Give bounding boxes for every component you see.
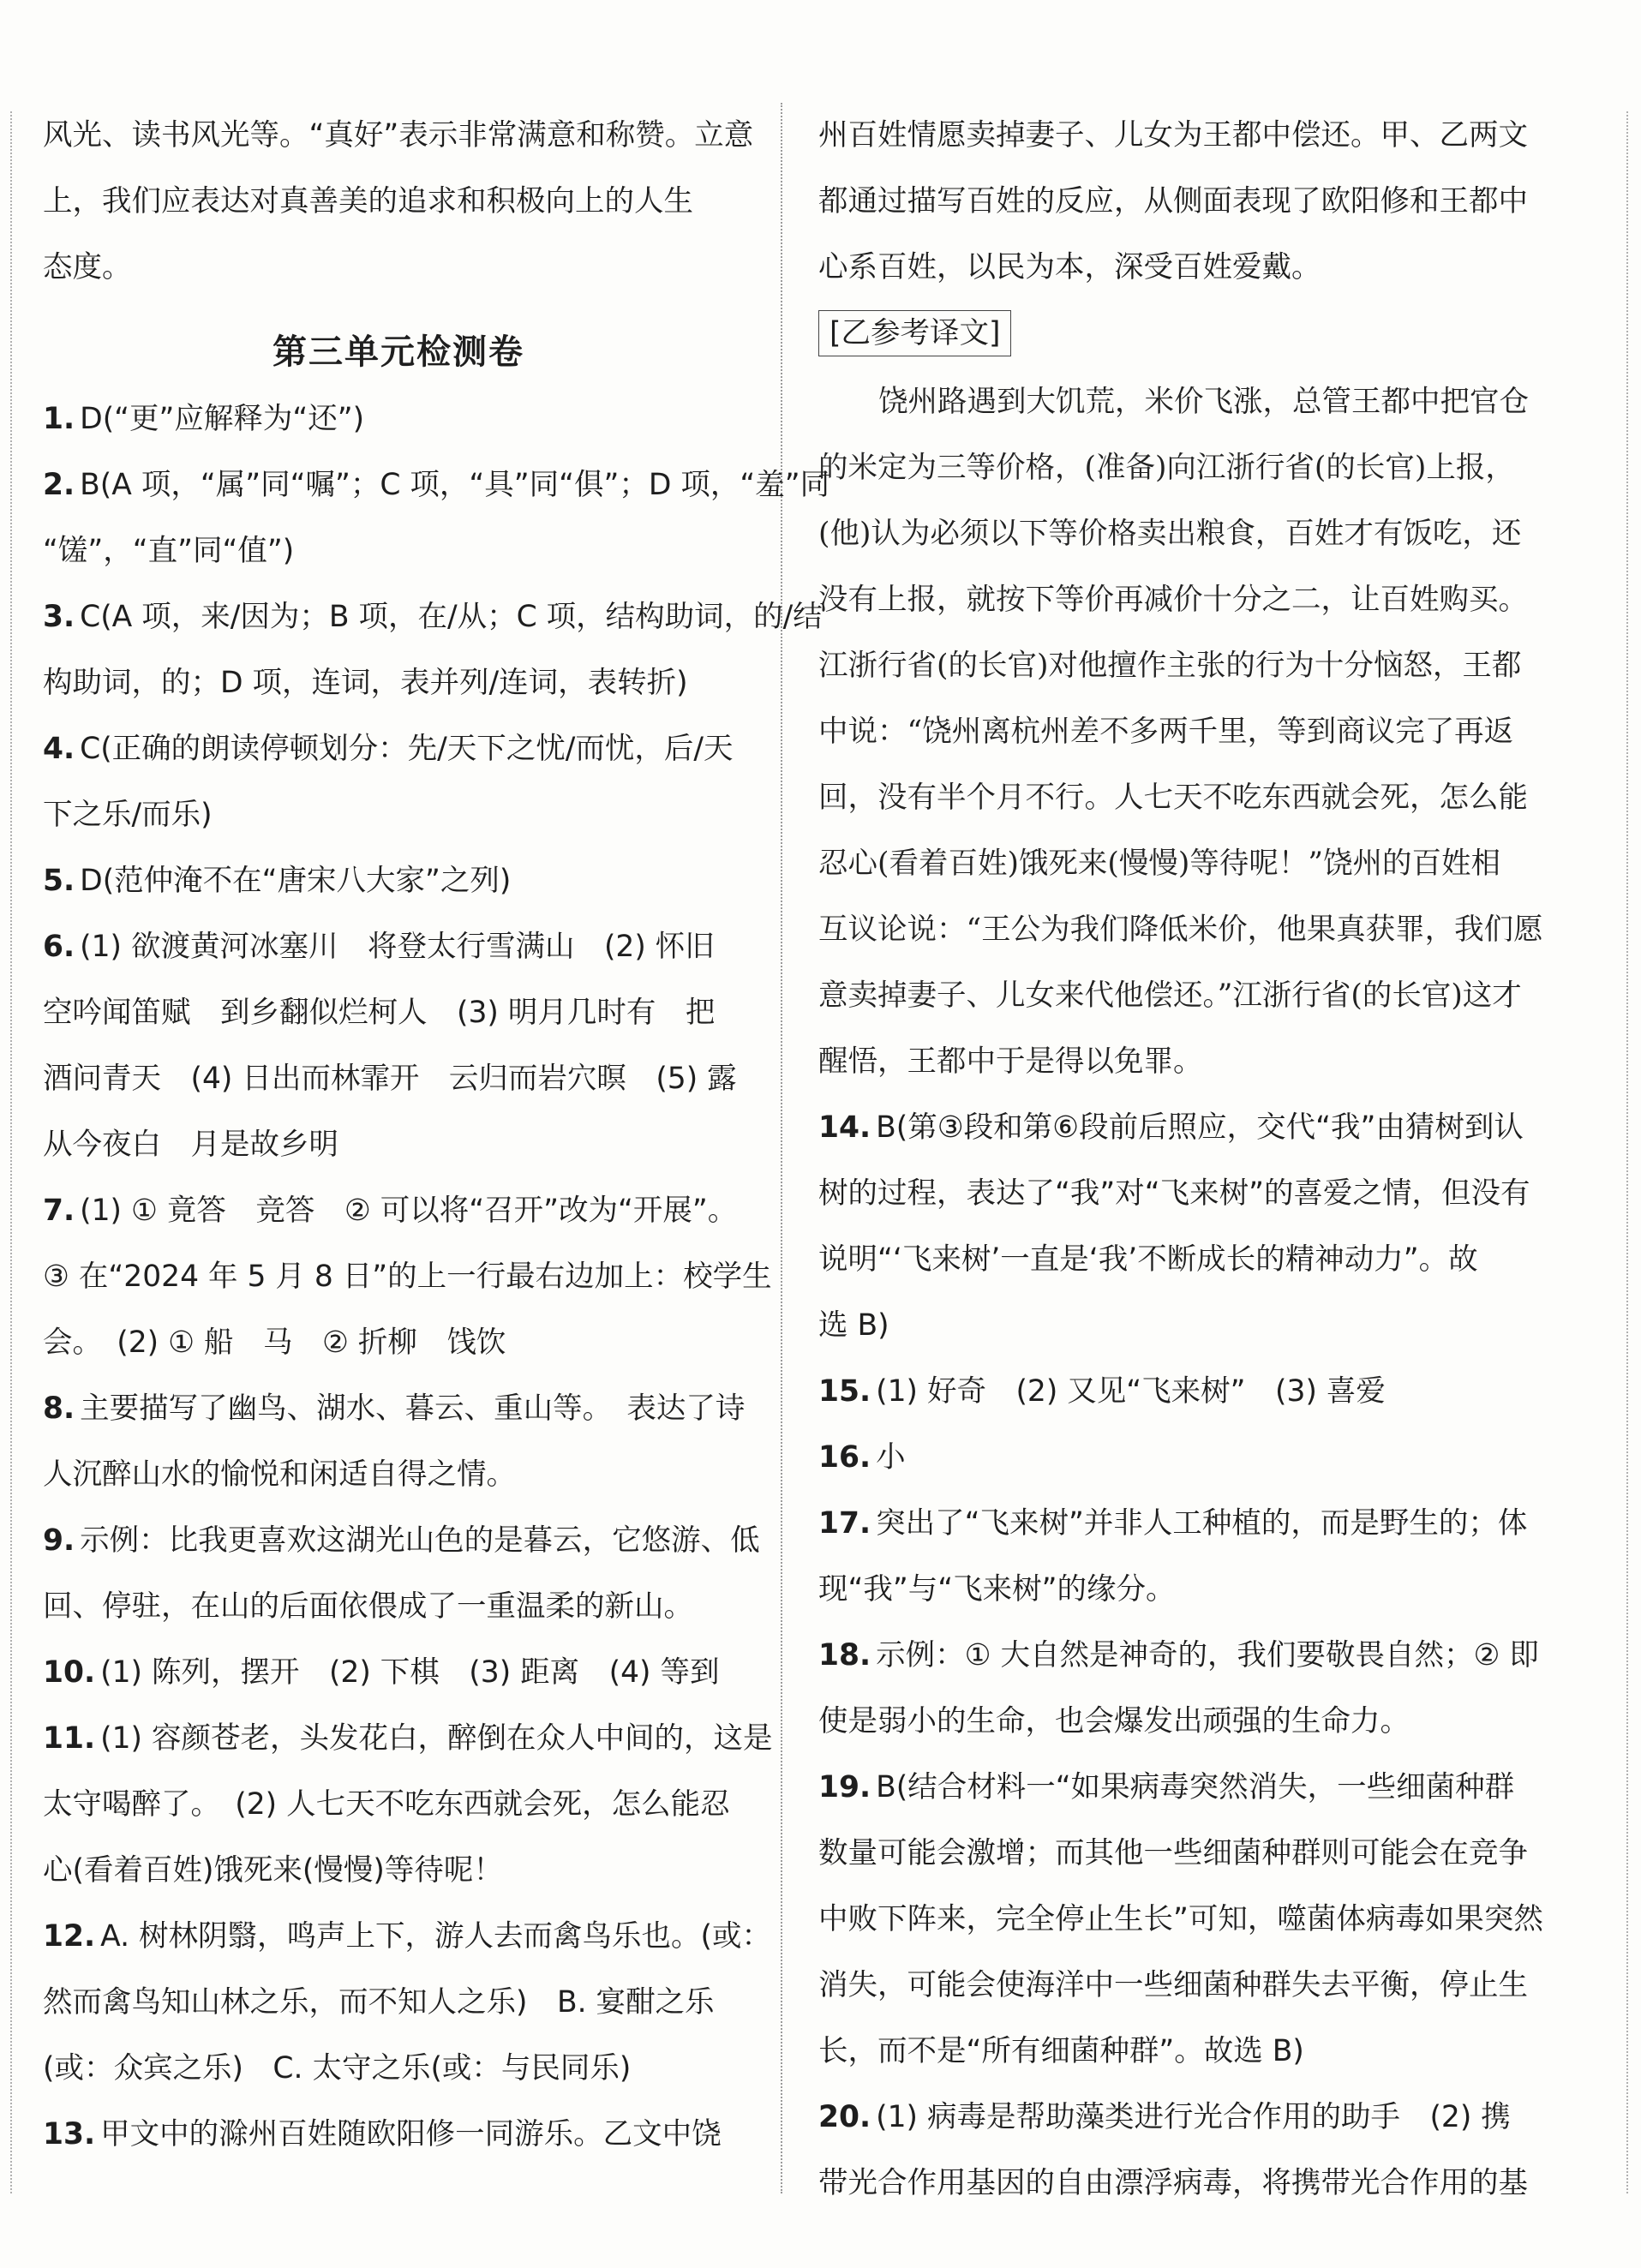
answer-item [818, 1095, 1530, 1359]
answer-number: 4. [43, 732, 75, 766]
answer-line [43, 386, 754, 452]
answer-item [818, 1359, 1530, 1425]
answer-item [43, 1376, 754, 1508]
answer-item [43, 1508, 760, 1640]
answer-number: 3. [43, 600, 75, 634]
answer-line [818, 1623, 1539, 1689]
answer-list-left [43, 386, 830, 2168]
translation-line: 醒悟，王都中于是得以免罪。 [818, 1044, 1203, 1079]
answer-text: 选 B) [818, 1308, 889, 1343]
left-column [43, 103, 830, 2168]
answer-text: 说明“‘飞来树’一直是‘我’不断成长的精神动力”。故 [818, 1242, 1478, 1277]
answer-text: 然而禽鸟知山林之乐，而不知人之乐) B. 宴酣之乐 [43, 1985, 715, 2020]
answer-text: 小 [876, 1440, 906, 1475]
text-line: 州百姓情愿卖掉妻子、儿女为王都中偿还。甲、乙两文 [818, 118, 1528, 153]
answer-item [43, 584, 823, 716]
answer-text: D(范仲淹不在“唐宋八大家”之列) [80, 864, 512, 898]
answer-text: 会。 (2) ① 船 马 ② 折柳 饯饮 [43, 1325, 506, 1360]
answer-text: 下之乐/而乐) [43, 798, 213, 832]
translation-line: 忍心(看着百姓)饿死来(慢慢)等待呢！”饶州的百姓相 [818, 847, 1500, 881]
text-line: 心系百姓，以民为本，深受百姓爱戴。 [818, 250, 1321, 284]
section-title: 第三单元检测卷 [273, 332, 524, 372]
answer-line [43, 716, 754, 782]
answer-text: B(第③段和第⑥段前后照应，交代“我”由猜树到认 [876, 1110, 1524, 1145]
answer-text: 从今夜白 月是故乡明 [43, 1128, 338, 1162]
translation-line: 饶州路遇到大饥荒，米价飞涨，总管王都中把官仓 [878, 385, 1529, 419]
answer-item [43, 848, 754, 914]
answer-line [43, 980, 754, 1046]
answer-item [818, 1425, 1530, 1491]
answer-line [43, 1838, 754, 1904]
answer-item [43, 914, 754, 1178]
answer-text: (1) 好奇 (2) 又见“飞来树” (3) 喜爱 [876, 1374, 1386, 1409]
answer-line [43, 1376, 754, 1442]
answer-text: (1) 病毒是帮助藻类进行光合作用的助手 (2) 携 [876, 2100, 1511, 2134]
answer-number: 6. [43, 930, 75, 964]
answer-item [43, 1904, 772, 2102]
right-intro [818, 103, 1530, 301]
translation-text [818, 369, 1543, 1095]
answer-list-right [818, 1095, 1543, 2217]
text-line: 风光、读书风光等。“真好”表示非常满意和称赞。立意 [43, 118, 754, 153]
answer-line [818, 1821, 1530, 1887]
answer-number: 13. [43, 2117, 96, 2151]
answer-item [43, 1178, 772, 1376]
answer-text: (1) 欲渡黄河冰塞川 将登太行雪满山 (2) 怀旧 [80, 930, 715, 964]
answer-text: 甲文中的滁州百姓随欧阳修一同游乐。乙文中饶 [100, 2117, 722, 2151]
answer-line [43, 1178, 754, 1244]
text-line: 态度。 [43, 250, 132, 284]
answer-item [818, 1491, 1530, 1623]
answer-line [43, 2102, 754, 2168]
translation-line: 互议论说：“王公为我们降低米价，他果真获罪，我们愿 [818, 913, 1543, 947]
answer-text: 心(看着百姓)饿死来(慢慢)等待呢！ [43, 1853, 503, 1888]
answer-line [818, 1293, 1530, 1359]
answer-item [818, 1623, 1539, 1755]
answer-line [818, 1359, 1530, 1425]
answer-line [818, 1689, 1530, 1755]
answer-line [818, 1557, 1530, 1623]
answer-line [43, 1574, 754, 1640]
answer-line [818, 2085, 1530, 2151]
translation-line: 意卖掉妻子、儿女来代他偿还。”江浙行省(的长官)这才 [818, 978, 1522, 1013]
answer-text: 长，而不是“所有细菌种群”。故选 B) [818, 2034, 1304, 2068]
answer-number: 10. [43, 1655, 96, 1690]
answer-number: 18. [818, 1638, 871, 1673]
answer-item [43, 386, 754, 452]
answer-line [43, 1706, 773, 1772]
answer-number: 15. [818, 1374, 871, 1409]
left-margin-rule [10, 111, 12, 2193]
answer-item [43, 1640, 754, 1706]
answer-item [43, 1706, 773, 1904]
answer-text: 示例：比我更喜欢这湖光山色的是暮云，它悠游、低 [80, 1523, 760, 1558]
answer-line [43, 1772, 754, 1838]
answer-line [43, 782, 754, 848]
translation-line: 回，没有半个月不行。人七天不吃东西就会死，怎么能 [818, 781, 1528, 815]
translation-line: 江浙行省(的长官)对他擅作主张的行为十分恼怒，王都 [818, 649, 1522, 683]
answer-line [818, 2151, 1530, 2217]
answer-text: 构助词，的；D 项，连词，表并列/连词，表转折) [43, 666, 688, 700]
answer-line [43, 1508, 760, 1574]
answer-line [43, 452, 830, 518]
answer-text: ③ 在“2024 年 5 月 8 日”的上一行最右边加上：校学生 [43, 1260, 772, 1294]
left-intro [43, 103, 754, 301]
answer-line [43, 914, 754, 980]
answer-text: 示例：① 大自然是神奇的，我们要敬畏自然；② 即 [876, 1638, 1539, 1673]
answer-line [818, 1095, 1530, 1161]
answer-number: 11. [43, 1721, 96, 1756]
answer-text: (1) 容颜苍老，头发花白，醉倒在众人中间的，这是 [100, 1721, 773, 1756]
answer-text: 消失，可能会使海洋中一些细菌种群失去平衡，停止生 [818, 1968, 1528, 2002]
text-line: 都通过描写百姓的反应，从侧面表现了欧阳修和王都中 [818, 184, 1528, 218]
text-line: 上，我们应表达对真善美的追求和积极向上的人生 [43, 184, 693, 218]
answer-line [43, 1046, 754, 1112]
answer-text: “馐”，“直”同“值”) [43, 534, 295, 568]
answer-line [43, 1904, 772, 1970]
translation-label: [乙参考译文] [818, 310, 1011, 356]
answer-line [43, 1442, 754, 1508]
column-divider [781, 103, 782, 2193]
answer-text: 人沉醉山水的愉悦和闲适自得之情。 [43, 1457, 516, 1492]
answer-line [818, 1887, 1543, 1953]
answer-text: B(A 项，“属”同“嘱”；C 项，“具”同“俱”；D 项，“羞”同 [80, 468, 830, 502]
answer-number: 14. [818, 1110, 871, 1145]
answer-line [43, 518, 754, 584]
answer-line [43, 1244, 772, 1310]
answer-item [818, 1755, 1543, 2085]
right-margin-rule [1626, 111, 1628, 2193]
answer-number: 7. [43, 1194, 75, 1228]
answer-number: 8. [43, 1391, 75, 1426]
answer-line [43, 1640, 754, 1706]
answer-text: 回、停驻，在山的后面依偎成了一重温柔的新山。 [43, 1589, 693, 1624]
answer-text: A. 树林阴翳，鸣声上下，游人去而禽鸟乐也。(或： [100, 1919, 772, 1954]
answer-item [43, 2102, 754, 2168]
answer-text: 太守喝醉了。 (2) 人七天不吃东西就会死，怎么能忍 [43, 1787, 730, 1822]
answer-text: 现“我”与“飞来树”的缘分。 [818, 1572, 1176, 1607]
answer-text: C(正确的朗读停顿划分：先/天下之忧/而忧，后/天 [80, 732, 734, 766]
answer-text: 空吟闻笛赋 到乡翻似烂柯人 (3) 明月几时有 把 [43, 996, 716, 1030]
answer-line [43, 1970, 754, 2036]
answer-number: 16. [818, 1440, 871, 1475]
translation-line: 的米定为三等价格，(准备)向江浙行省(的长官)上报， [818, 451, 1515, 485]
answer-line [43, 1310, 754, 1376]
answer-text: D(“更”应解释为“还”) [80, 402, 365, 436]
right-column [818, 103, 1543, 2217]
answer-line [43, 2036, 754, 2102]
answer-item [43, 452, 830, 584]
answer-item [818, 2085, 1530, 2217]
answer-line [43, 650, 754, 716]
answer-text: 带光合作用基因的自由漂浮病毒，将携带光合作用的基 [818, 2166, 1528, 2200]
answer-line [818, 1491, 1530, 1557]
answer-text: C(A 项，来/因为；B 项，在/从；C 项，结构助词，的/结 [80, 600, 823, 634]
translation-line: 中说：“饶州离杭州差不多两千里，等到商议完了再返 [818, 715, 1514, 749]
answer-line [818, 1161, 1530, 1227]
answer-text: 使是弱小的生命，也会爆发出顽强的生命力。 [818, 1704, 1410, 1738]
answer-number: 5. [43, 864, 75, 898]
answer-line [818, 1953, 1530, 2019]
answer-line [818, 1227, 1530, 1293]
answer-text: (1) ① 竟答 竞答 ② 可以将“召开”改为“开展”。 [80, 1194, 738, 1228]
answer-text: 主要描写了幽鸟、湖水、暮云、重山等。 表达了诗 [80, 1391, 746, 1426]
translation-line: 没有上报，就按下等价再减价十分之二，让百姓购买。 [818, 583, 1528, 617]
answer-text: 酒问青天 (4) 日出而林霏开 云归而岩穴暝 (5) 露 [43, 1062, 737, 1096]
translation-line: (他)认为必须以下等价格卖出粮食，百姓才有饭吃，还 [818, 517, 1522, 551]
answer-number: 2. [43, 468, 75, 502]
answer-number: 20. [818, 2100, 871, 2134]
answer-line [818, 1425, 1530, 1491]
answer-line [818, 2019, 1530, 2085]
answer-line [43, 848, 754, 914]
answer-text: 中败下阵来，完全停止生长”可知，噬菌体病毒如果突然 [818, 1902, 1543, 1936]
answer-number: 1. [43, 402, 75, 436]
answer-line [818, 1755, 1530, 1821]
answer-line [43, 584, 823, 650]
answer-item [43, 716, 754, 848]
answer-line [43, 1112, 754, 1178]
answer-number: 9. [43, 1523, 75, 1558]
answer-number: 17. [818, 1506, 871, 1541]
answer-number: 12. [43, 1919, 96, 1954]
answer-text: 树的过程，表达了“我”对“飞来树”的喜爱之情，但没有 [818, 1176, 1530, 1211]
answer-text: 突出了“飞来树”并非人工种植的，而是野生的；体 [876, 1506, 1528, 1541]
answer-text: (或：众宾之乐) C. 太守之乐(或：与民同乐) [43, 2051, 632, 2085]
answer-text: 数量可能会激增；而其他一些细菌种群则可能会在竞争 [818, 1836, 1528, 1870]
answer-text: (1) 陈列，摆开 (2) 下棋 (3) 距离 (4) 等到 [100, 1655, 720, 1690]
answer-number: 19. [818, 1770, 871, 1804]
answer-text: B(结合材料一“如果病毒突然消失，一些细菌种群 [876, 1770, 1515, 1804]
